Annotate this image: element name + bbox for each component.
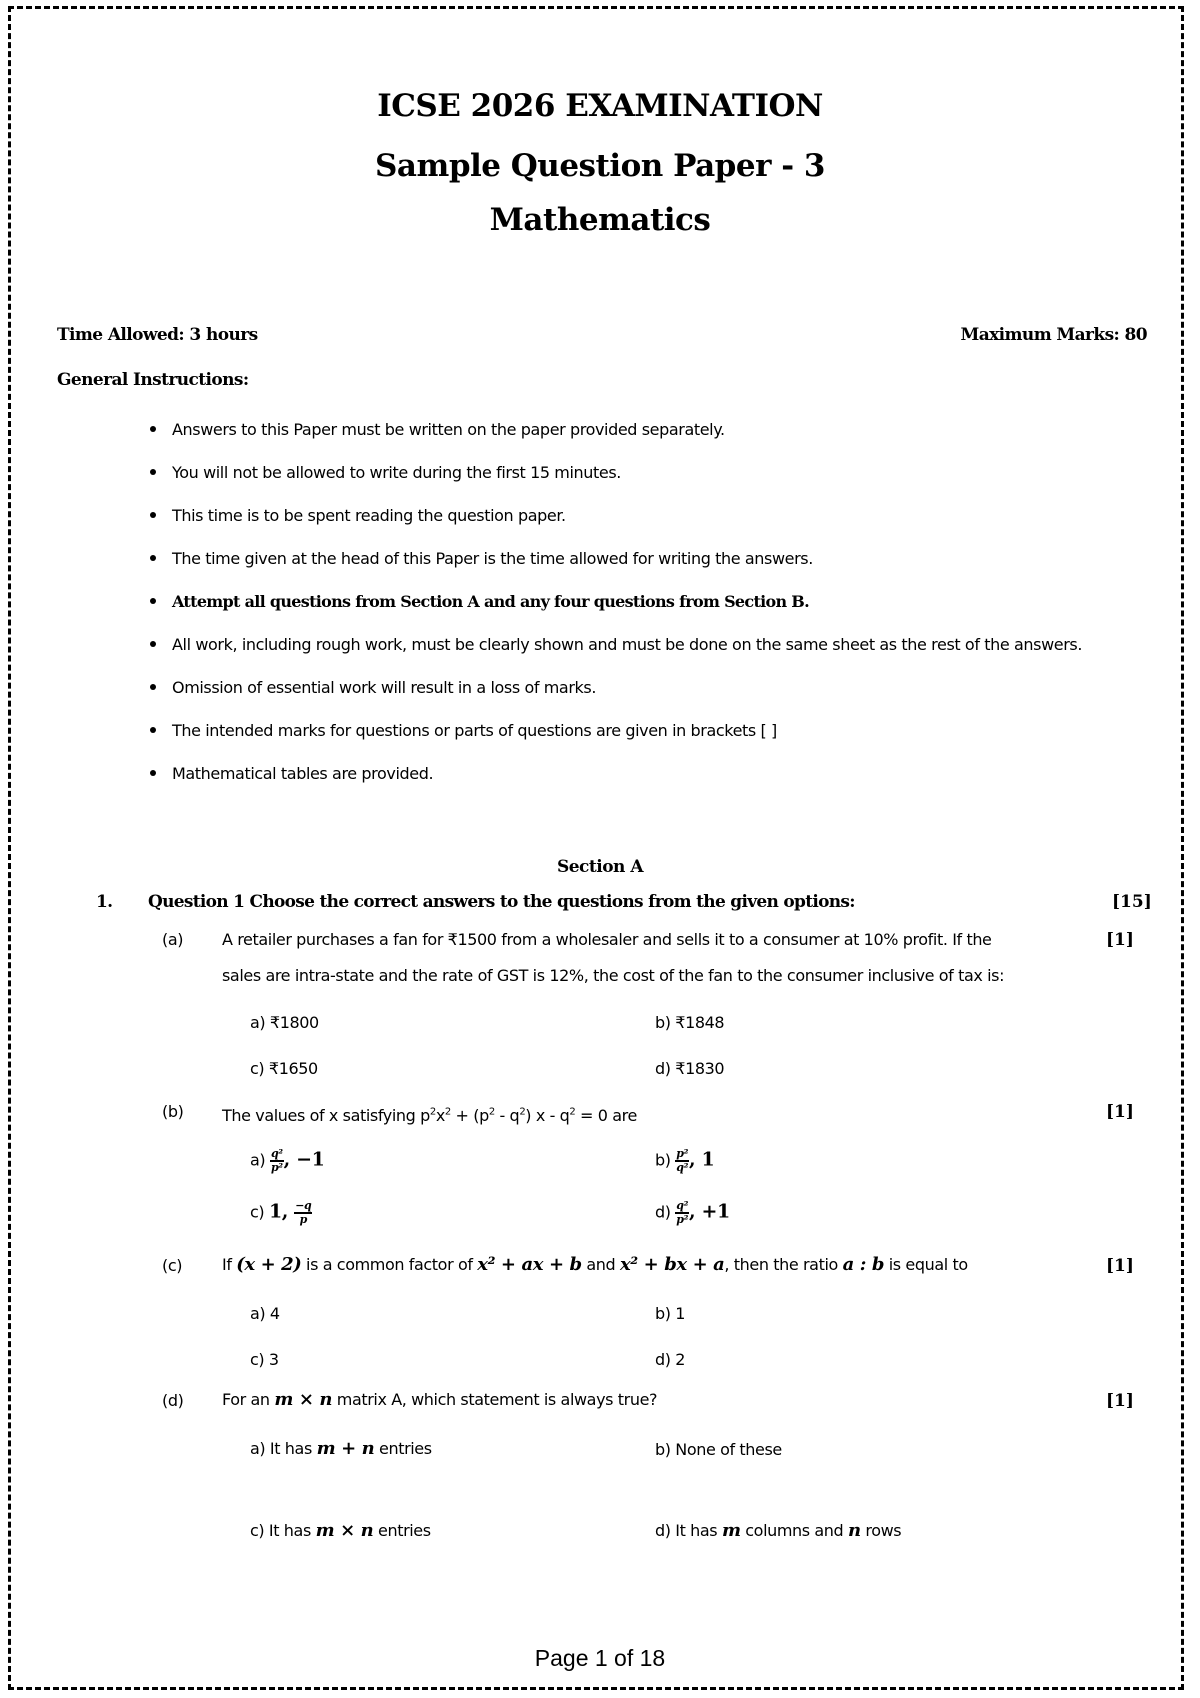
- option: a) It has m + n entries: [250, 1438, 432, 1459]
- subquestion-label: (c): [162, 1256, 183, 1275]
- option: a) ₹1800: [250, 1013, 319, 1032]
- option: c) 3: [250, 1350, 279, 1369]
- page-border: [8, 6, 1184, 1690]
- option: d) ₹1830: [655, 1059, 725, 1078]
- subquestion-text: The values of x satisfying $p^2x^2 + (p^2 - q^2)$ $x - q^2 = 0$ are: [222, 1106, 637, 1125]
- instruction-item: Mathematical tables are provided.: [150, 752, 1110, 795]
- subquestion-text: For an m × n matrix A, which statement is always true?: [222, 1389, 658, 1410]
- option: d) $\frac{\text{q²}}{\text{p²}}$ , +1: [655, 1199, 730, 1226]
- subquestion-marks: [1]: [1106, 1256, 1134, 1276]
- instruction-item: Attempt all questions from Section A and any four questions from Section B.: [150, 580, 1110, 623]
- exam-title: ICSE 2026 EXAMINATION: [377, 88, 823, 124]
- question-heading: Question 1 Choose the correct answers to the questions from the given options:: [148, 892, 855, 912]
- subquestion-label: (b): [162, 1102, 184, 1121]
- option: b) $\frac{\text{p²}}{\text{q²}}$ , 1: [655, 1147, 715, 1174]
- option: a) $\frac{\text{q²}}{\text{p²}}$ , −1: [250, 1147, 325, 1174]
- option: b) ₹1848: [655, 1013, 725, 1032]
- instruction-item: You will not be allowed to write during the first 15 minutes.: [150, 451, 1110, 494]
- question-number: 1.: [96, 892, 113, 912]
- subquestion-text: sales are intra-state and the rate of GST is 12%, the cost of the fan to the consumer inclusive of tax is:: [222, 966, 1005, 985]
- question-marks: [15]: [1112, 892, 1152, 912]
- instructions-heading: General Instructions:: [57, 370, 249, 390]
- maximum-marks: Maximum Marks: 80: [960, 325, 1147, 345]
- paper-subtitle: Sample Question Paper - 3: [375, 148, 825, 184]
- subquestion-label: (a): [162, 930, 184, 949]
- section-title: Section A: [556, 857, 644, 877]
- subquestion-text: If (x + 2) is a common factor of x² + ax + b and x² + bx + a, then the ratio a : b is equal to: [222, 1254, 968, 1275]
- option: d) It has m columns and n rows: [655, 1520, 902, 1541]
- instruction-item: This time is to be spent reading the question paper.: [150, 494, 1110, 537]
- option: b) 1: [655, 1304, 686, 1323]
- instruction-item: The time given at the head of this Paper is the time allowed for writing the answers.: [150, 537, 1110, 580]
- subject-title: Mathematics: [489, 202, 711, 238]
- option: b) None of these: [655, 1440, 782, 1459]
- option: c) It has m × n entries: [250, 1520, 431, 1541]
- option: d) 2: [655, 1350, 686, 1369]
- option: a) 4: [250, 1304, 280, 1323]
- instruction-item: Omission of essential work will result in a loss of marks.: [150, 666, 1110, 709]
- subquestion-label: (d): [162, 1391, 184, 1410]
- option: c) 1, $\frac{-q}{p}$: [250, 1199, 312, 1226]
- page-number: Page 1 of 18: [534, 1645, 666, 1671]
- subquestion-text: A retailer purchases a fan for ₹1500 from a wholesaler and sells it to a consumer at 10% profit. If the: [222, 930, 992, 949]
- option: c) ₹1650: [250, 1059, 318, 1078]
- instruction-item: Answers to this Paper must be written on the paper provided separately.: [150, 408, 1110, 451]
- subquestion-marks: [1]: [1106, 930, 1134, 950]
- subquestion-marks: [1]: [1106, 1391, 1134, 1411]
- instructions-list: [150, 408, 1110, 795]
- instruction-item: The intended marks for questions or parts of questions are given in brackets [ ]: [150, 709, 1110, 752]
- instruction-item: All work, including rough work, must be clearly shown and must be done on the same sheet as the rest of the answers.: [150, 623, 1110, 666]
- time-allowed: Time Allowed: 3 hours: [57, 325, 258, 345]
- subquestion-marks: [1]: [1106, 1102, 1134, 1122]
